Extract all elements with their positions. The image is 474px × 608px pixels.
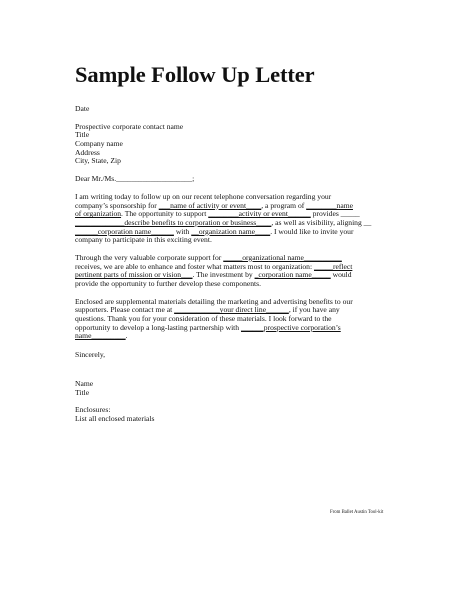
- text-run: , as well as visibility, aligning __: [271, 217, 372, 227]
- address-line: Address: [75, 147, 100, 157]
- text-run: supporters. Please contact me at: [75, 305, 175, 315]
- address-line: City, State, Zip: [75, 156, 121, 166]
- address-line: Title: [75, 130, 90, 140]
- address-line: Company name: [75, 139, 123, 149]
- text-run: . I would like to invite your: [270, 226, 354, 236]
- paragraph-line: Enclosed are supplemental materials detailing the marketing and advertising benefits to our: [75, 296, 353, 306]
- enclosures-block: [75, 406, 410, 423]
- salutation-end: ;: [192, 174, 195, 184]
- paragraph-line: company to participate in this exciting event.: [75, 235, 212, 245]
- text-run: would: [330, 270, 352, 280]
- text-run: provides _____: [310, 209, 360, 219]
- paragraph-line: provide the opportunity to further develop these components.: [75, 279, 262, 288]
- fill-in-blank: _corporation name_____: [254, 270, 331, 280]
- paragraph-line: questions. Thank you for your consideration of these materials. I look forward to the: [75, 314, 332, 324]
- page-title: Sample Follow Up Letter: [75, 62, 315, 87]
- signature-title: Title: [75, 387, 90, 397]
- paragraph-line: I am writing today to follow up on our recent telephone conversation regarding your: [75, 191, 332, 201]
- text-run: . The investment by: [192, 270, 255, 280]
- salutation-text: Dear Mr./Ms.: [75, 174, 117, 184]
- text-run: .: [125, 331, 128, 341]
- source-footnote: From Ballet Austin Tool-kit: [330, 510, 384, 515]
- text-run: company’s sponsorship for: [75, 200, 159, 210]
- fill-in-blank: _____organizational name__________: [223, 252, 342, 262]
- fill-in-blank: ____________your direct line______: [174, 305, 289, 315]
- date-line: Date: [75, 104, 90, 113]
- fill-in-blank: pertinent parts of mission or vision___: [75, 270, 193, 280]
- paragraph-2: [75, 254, 410, 289]
- signature-name: Name: [75, 378, 94, 388]
- closing: Sincerely,: [75, 350, 106, 360]
- salutation: [75, 175, 410, 184]
- text-run: , if you have any: [288, 305, 340, 315]
- fill-in-blank: ______prospective corporation’s: [240, 322, 341, 332]
- fill-in-blank: _____reflect: [313, 261, 353, 271]
- paragraph-line: [75, 332, 410, 341]
- address-line: Prospective corporate contact name: [75, 121, 184, 131]
- text-run: , a program of: [261, 200, 307, 210]
- fill-in-blank: ______corporation name______: [75, 226, 174, 236]
- fill-in-blank: __organization name____: [191, 226, 271, 236]
- fill-in-blank: of organization: [75, 209, 122, 219]
- salutation-blank: ____________________: [116, 174, 193, 184]
- enclosures-label: Enclosures:: [75, 405, 111, 415]
- letter-body: [75, 105, 410, 424]
- text-run: receives, we are able to enhance and foster what matters most to organization:: [75, 261, 314, 271]
- text-run: with: [173, 226, 192, 236]
- fill-in-blank: ________name: [306, 200, 353, 210]
- text-run: . The opportunity to support: [121, 209, 209, 219]
- fill-in-blank: _____________describe benefits to corporation or business____: [75, 217, 272, 227]
- signature-block: [75, 380, 410, 397]
- recipient-address: [75, 123, 410, 166]
- text-run: Through the very valuable corporate support for: [75, 252, 224, 262]
- fill-in-blank: ___name of activity or event____: [158, 200, 262, 210]
- fill-in-blank: name_________: [75, 331, 126, 341]
- text-run: opportunity to develop a long-lasting partnership with: [75, 322, 241, 332]
- paragraph-1: [75, 193, 410, 245]
- fill-in-blank: ________activity or event______: [208, 209, 311, 219]
- paragraph-3: [75, 298, 410, 341]
- enclosures-item: List all enclosed materials: [75, 413, 155, 423]
